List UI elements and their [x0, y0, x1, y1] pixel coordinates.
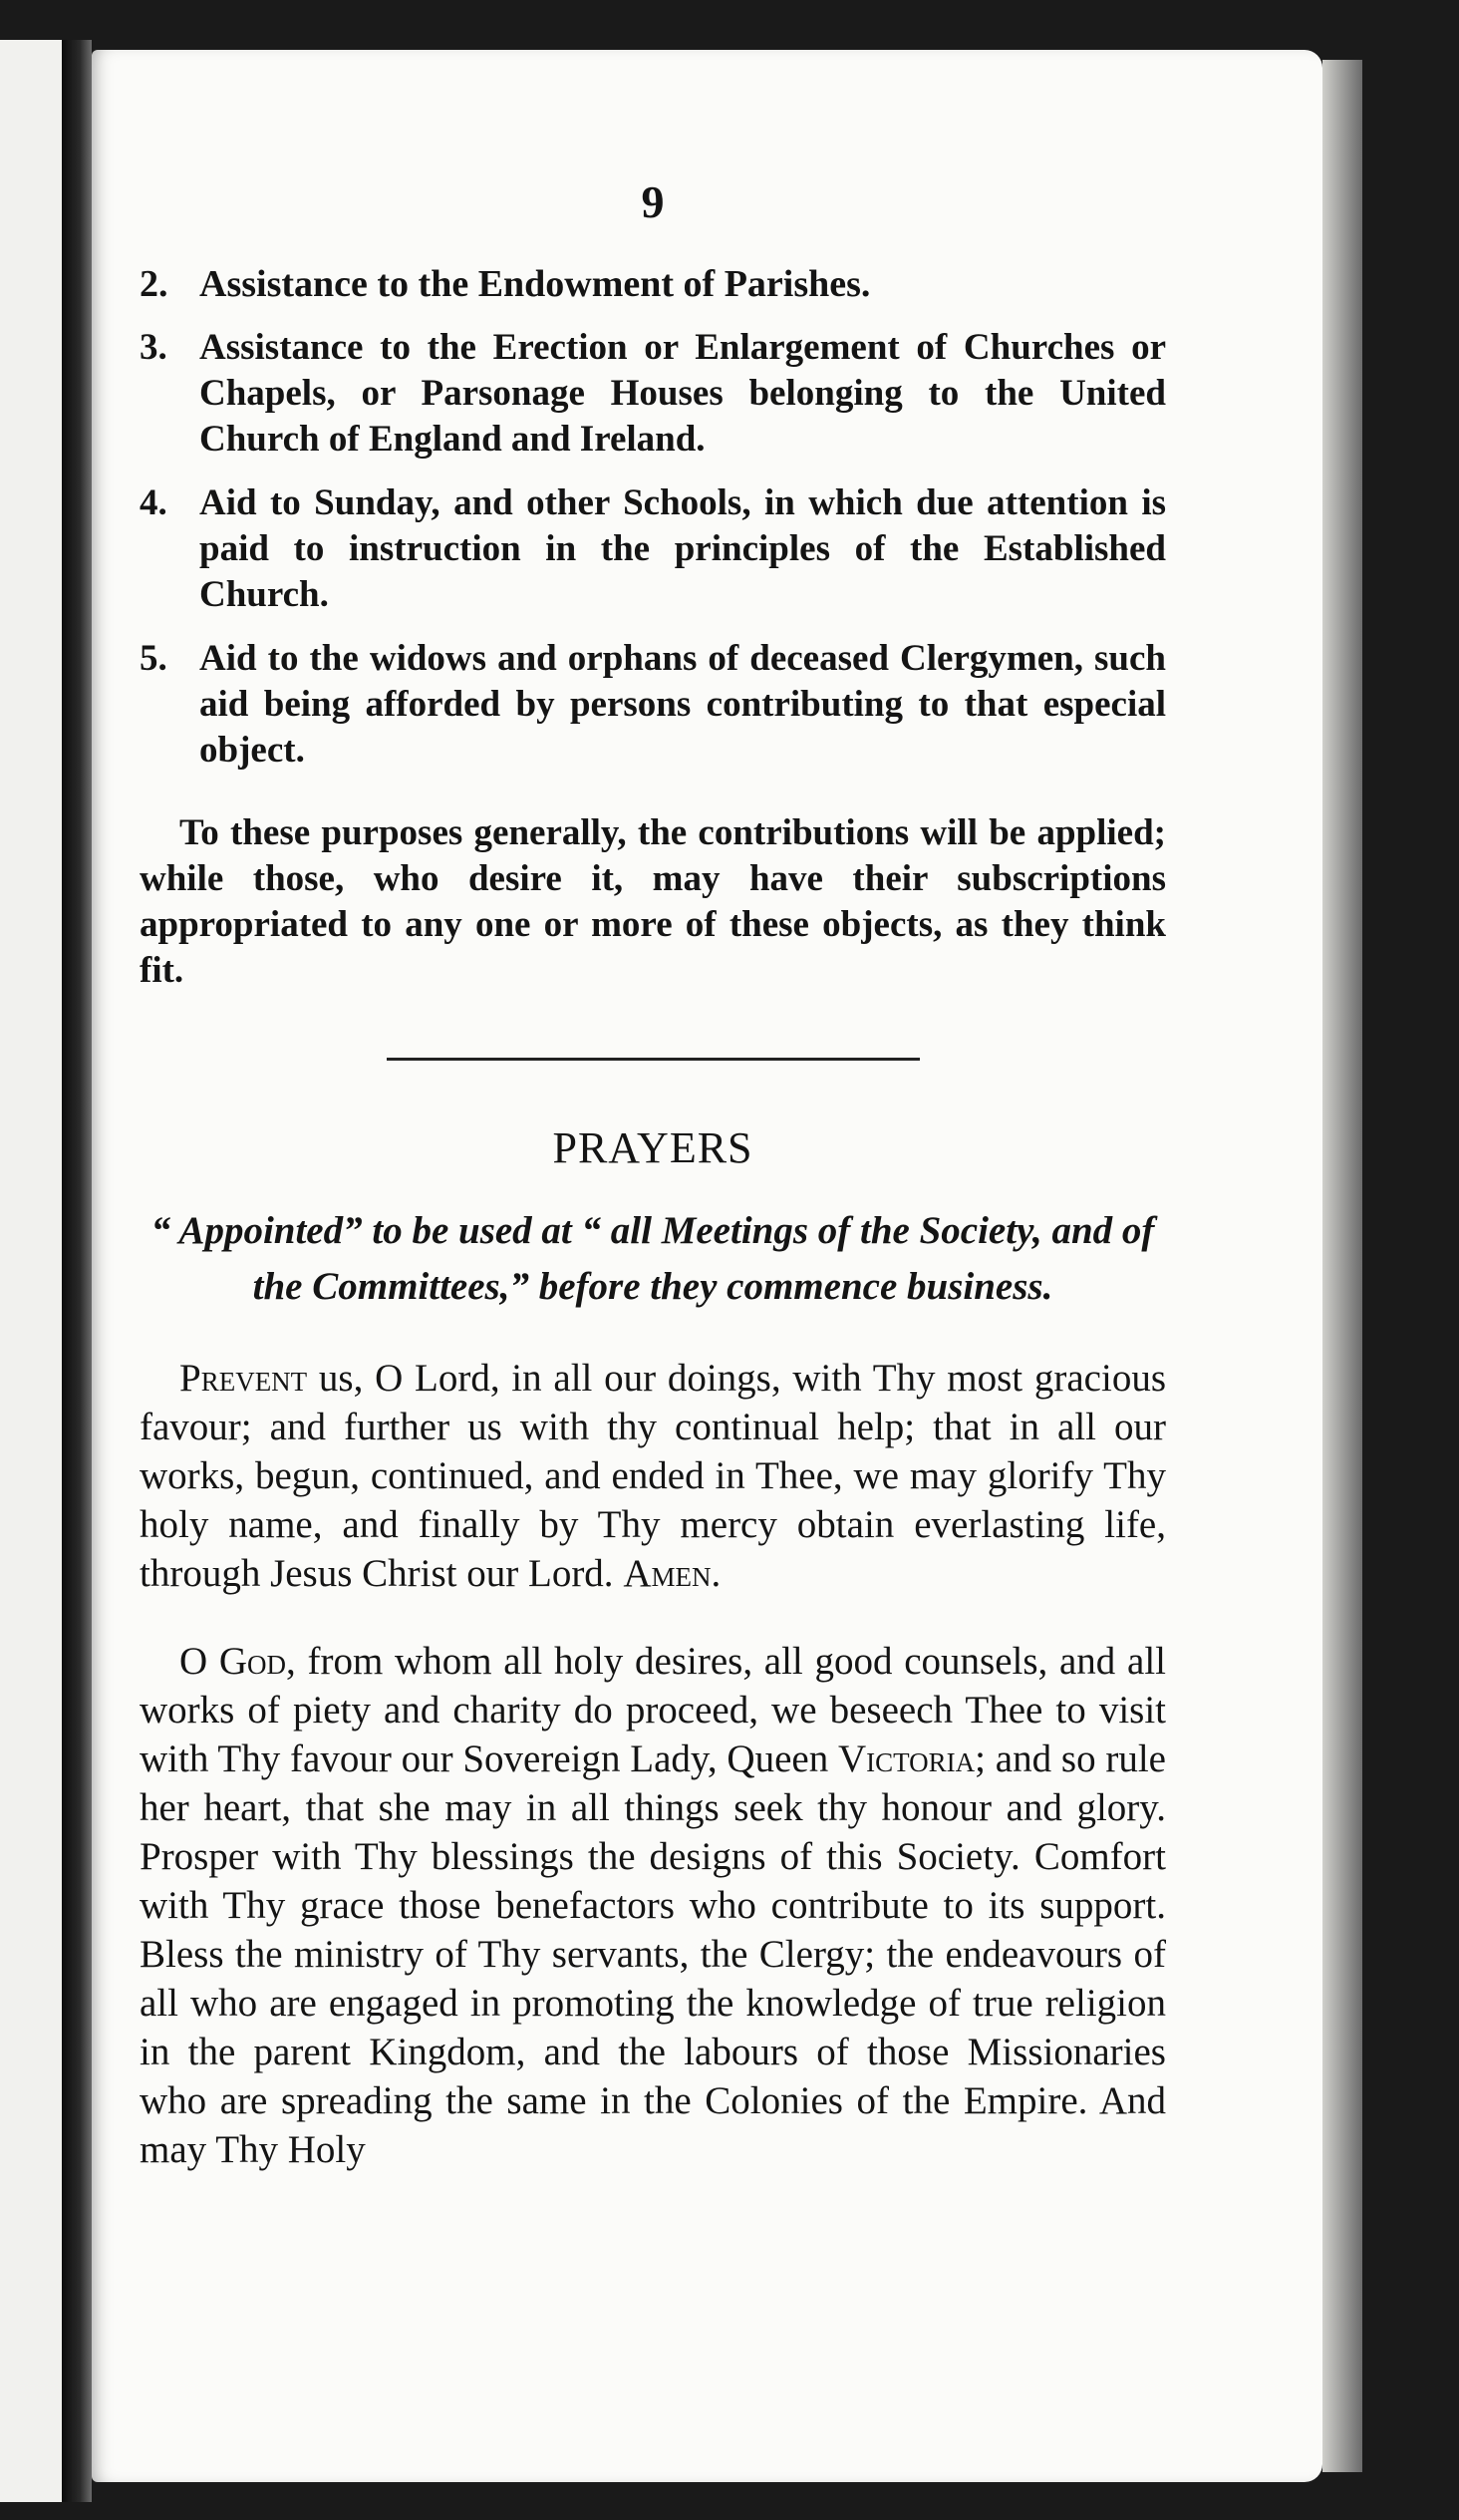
- item-number: 3.: [140, 327, 167, 368]
- prayer-lead-word: Prevent: [179, 1357, 308, 1400]
- prayer-text-a: from whom all holy desires, all good counsels, and all works of piety and charity do proceed, we beseech Thee to visit with Thy favour our Sovereign Lady, Queen: [140, 1640, 1166, 1780]
- section-heading: PRAYERS: [552, 1123, 753, 1172]
- item-text: Aid to Sunday, and other Schools, in which due attention is paid to instruction in the principles of the Established Church.: [199, 482, 1166, 615]
- queen-name: Victoria: [838, 1737, 976, 1780]
- book-gutter: [62, 40, 92, 2502]
- item-number: 4.: [140, 482, 167, 523]
- page-content: [140, 176, 1166, 2210]
- item-text: Aid to the widows and orphans of deceased Clergymen, such aid being afforded by persons contributing to that especial object.: [199, 638, 1166, 771]
- page-number: 9: [641, 176, 665, 227]
- list-item: [140, 480, 1166, 618]
- list-item: [140, 325, 1166, 463]
- page-edge-shadow: [1322, 60, 1362, 2472]
- section-divider: [387, 1058, 920, 1061]
- prayer-lead-word: O God,: [179, 1640, 296, 1683]
- list-item: [140, 261, 1166, 307]
- prayer-text-b: ; and so rule her heart, that she may in all things seek thy honour and glory. Prosper with Thy blessings the designs of this Society. Comfort with Thy grace those benefactors who contribute to its support. Bless the ministry of Thy servants, the Clergy; the endeavours of all who are engaged in promoting the knowledge of true religion in the parent Kingdom, and the labours of those Missionaries who are spreading the same in the Colonies of the Empire. And may Thy Holy: [140, 1737, 1166, 2171]
- item-number: 5.: [140, 638, 167, 679]
- item-number: 2.: [140, 263, 168, 305]
- prayer-text: us, O Lord, in all our doings, with Thy most gracious favour; and further us with thy continual help; that in all our works, begun, continued, and ended in Thee, we may glorify Thy holy name, and finally by Thy mercy obtain everlasting life, through Jesus Christ our Lord.: [140, 1357, 1166, 1595]
- item-text: Assistance to the Endowment of Parishes.: [199, 263, 871, 305]
- item-text: Assistance to the Erection or Enlargement of Churches or Chapels, or Parsonage Houses belonging to the United Church of England and Ireland.: [199, 327, 1166, 460]
- facing-page-edge: [0, 40, 62, 2502]
- amen-word: Amen.: [623, 1552, 722, 1595]
- prayer-paragraph-2: [140, 1637, 1166, 2174]
- purposes-paragraph: To these purposes generally, the contributions will be applied; while those, who desire it, may have their subscriptions appropriated to any one or more of these objects, as they think fit.: [140, 812, 1166, 991]
- list-item: [140, 636, 1166, 774]
- prayer-paragraph-1: [140, 1354, 1166, 1598]
- prayers-subheading: “ Appointed” to be used at “ all Meetings of the Society, and of the Committees,” before they commence business.: [150, 1209, 1155, 1308]
